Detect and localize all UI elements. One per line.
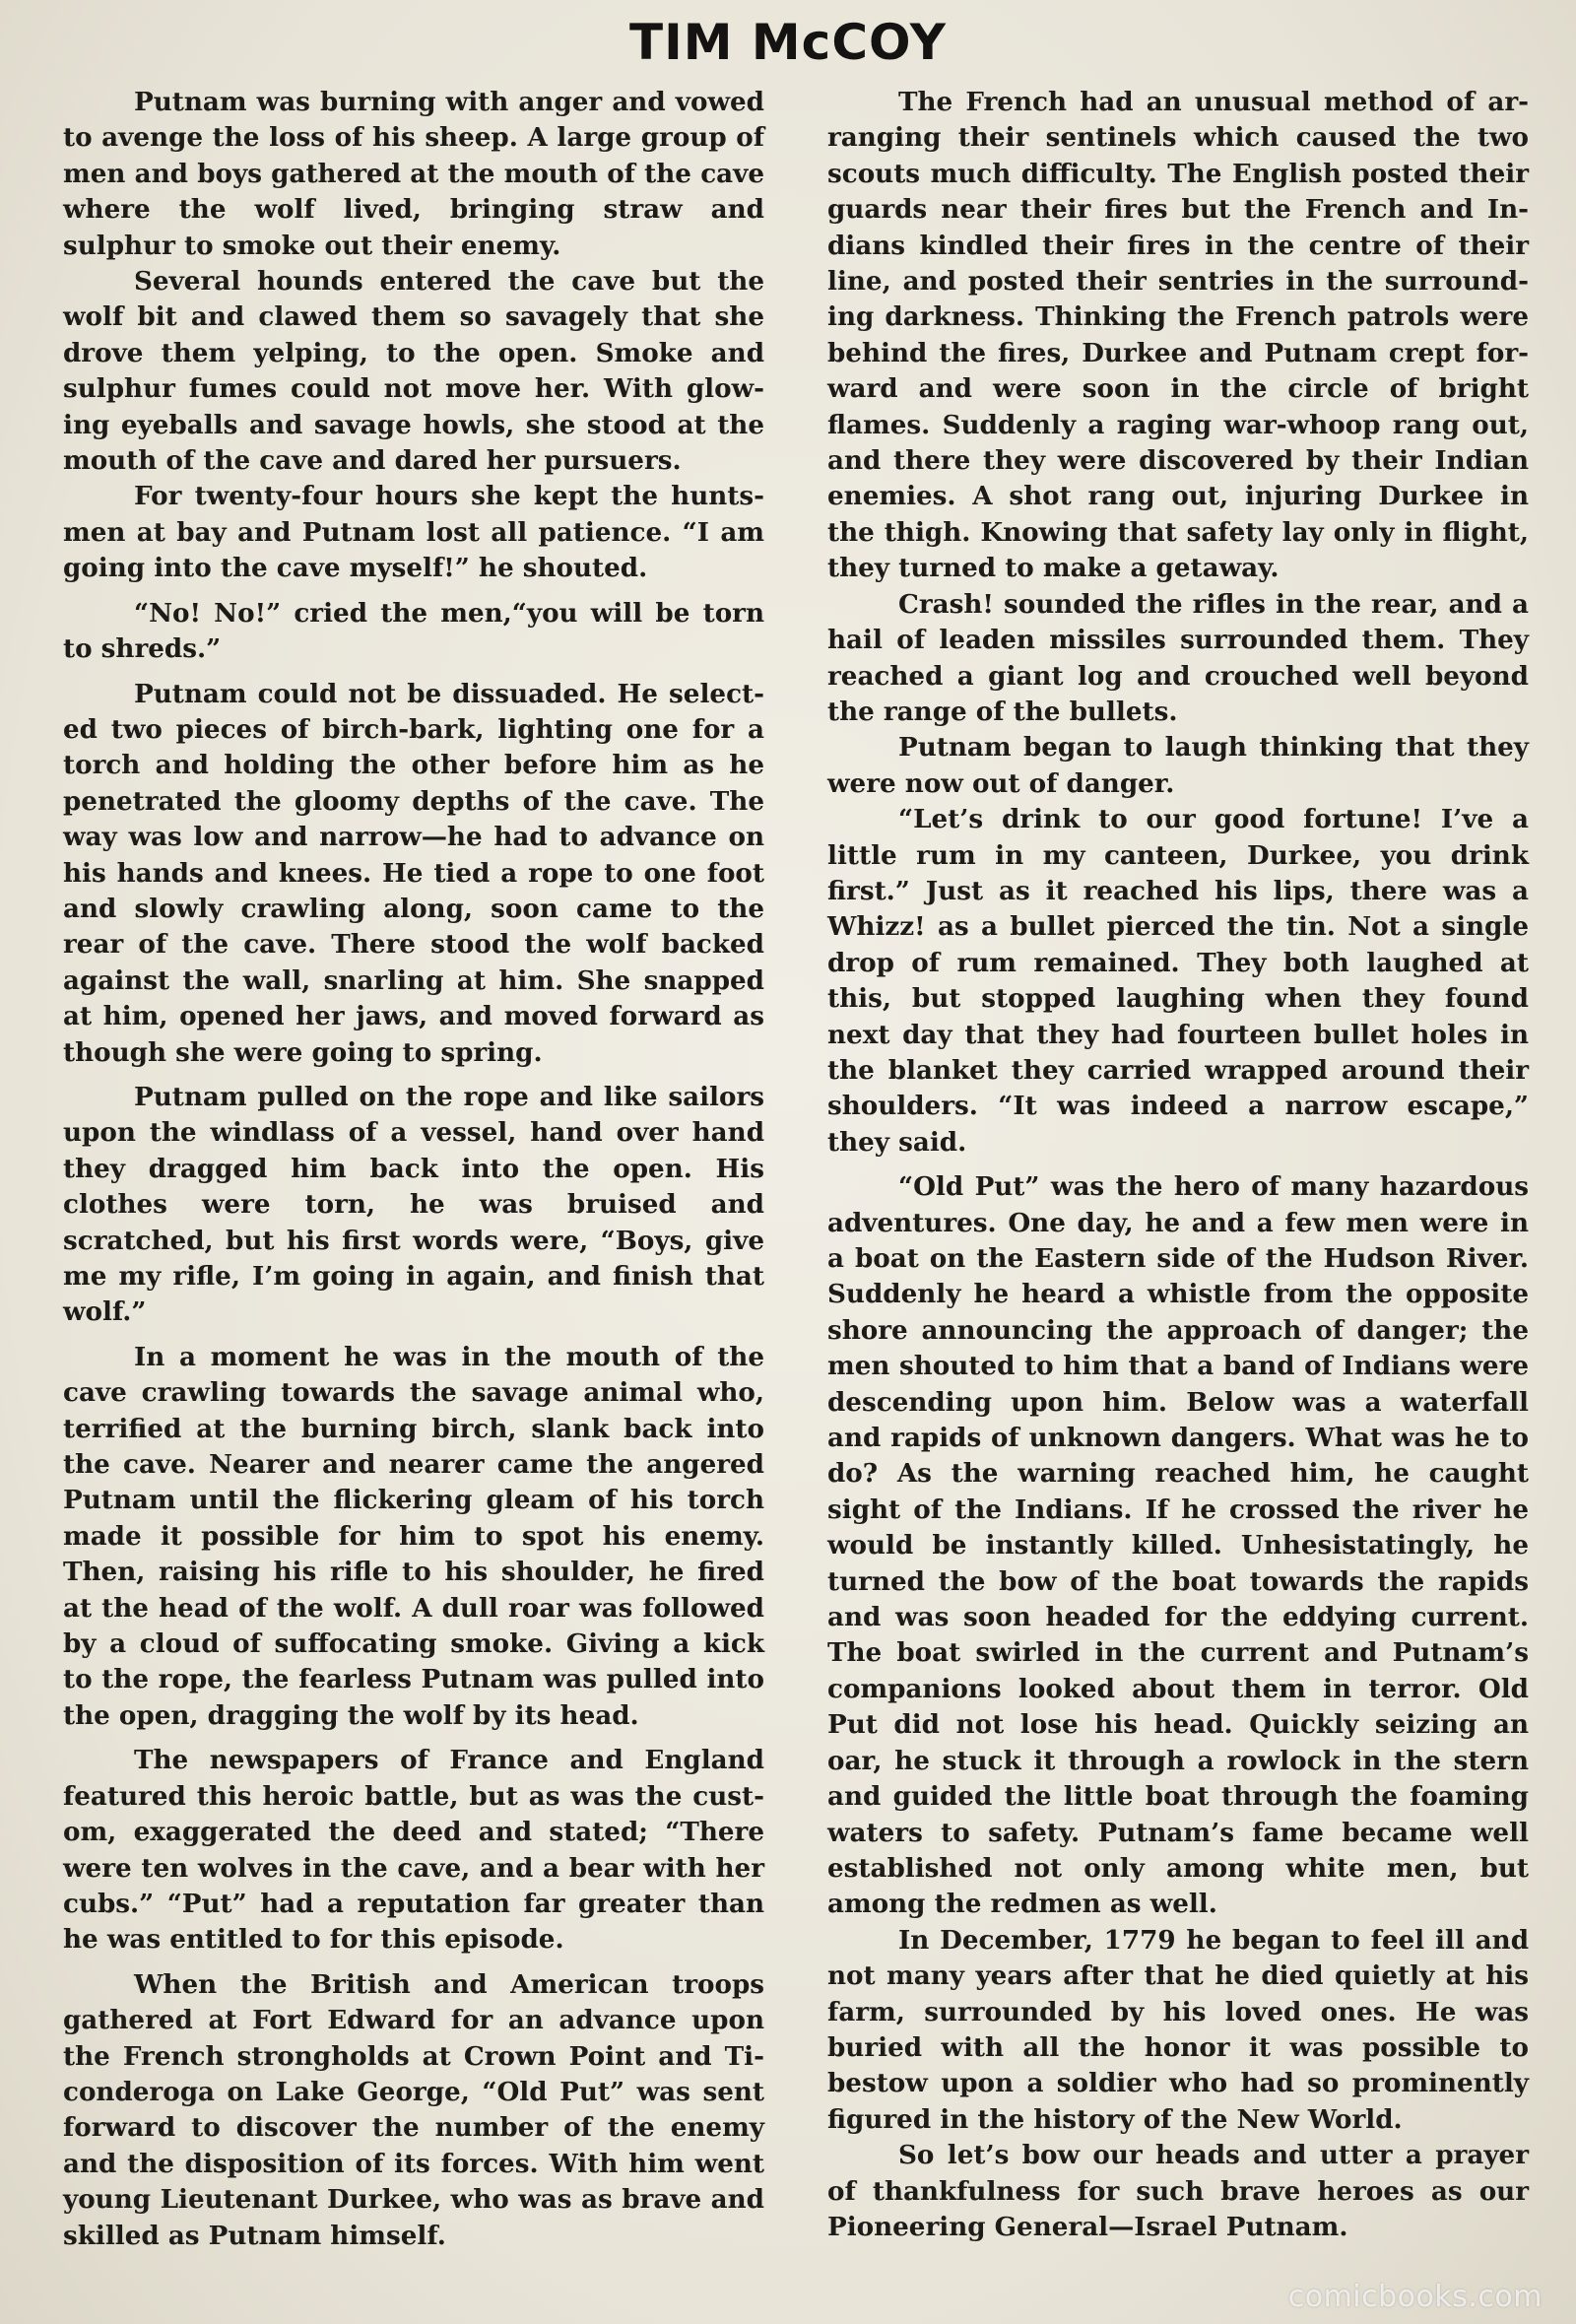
paragraph: Several hounds entered the cave but the wolf bit and clawed them so savagely that she drove them yelping, to the open. Smoke and sulphur fumes could not move her. With glowing eyeballs and savage howls, she stood at the mouth of the cave and dared her pursuers.: [63, 266, 764, 477]
paragraph: Putnam pulled on the rope and like sailors upon the windlass of a vessel, hand over hand they dragged him back into the open. His clothes were torn, he was bruised and scratched, but his first words were, “Boys, give me my rifle, I’m going in again, and finish that wolf.”: [63, 1081, 764, 1328]
right-text-column: [827, 85, 1529, 2245]
page-title: TIM McCOY: [629, 14, 947, 71]
paragraph: “Old Put” was the hero of many hazardous adventures. One day, he and a few men were in a boat on the Eastern side of the Hudson River. Suddenly he heard a whistle from the opposite shore announcing the approach of danger; the men shouted to him that a band of Indians were descending upon him. Below was a waterfall and rapids of unknown dangers. What was he to do? As the warning reached him, he caught sight of the Indians. If he crossed the river he would be instantly killed. Unhesistatingly, he turned the bow of the boat towards the rapids and was soon headed for the eddying current. The boat swirled in the current and Putnam’s companions looked about them in terror. Old Put did not lose his head. Quickly seizing an oar, he stuck it through a rowlock in the stern and guided the little boat through the foaming waters to safety. Putnam’s fame became well established not only among white men, but among the redmen as well.: [827, 1171, 1529, 1920]
paragraph: Putnam could not be dissuaded. He selected two pieces of birch-bark, lighting one for a torch and holding the other before him as he penetrated the gloomy depths of the cave. The way was low and narrow—he had to advance on his hands and knees. He tied a rope to one foot and slowly crawling along, soon came to the rear of the cave. There stood the wolf backed against the wall, snarling at him. She snapped at him, opened her jaws, and moved forward as though she were going to spring.: [63, 678, 764, 1068]
paragraph: “No! No!” cried the men,“you will be torn to shreds.”: [63, 597, 764, 665]
paragraph: Crash! sounded the rifles in the rear, and a hail of leaden missiles surrounded them. They reached a giant log and crouched well beyond the range of the bullets.: [827, 588, 1529, 727]
paragraph: In December, 1779 he began to feel ill and not many years after that he died quietly at his farm, surrounded by his loved ones. He was buried with all the honor it was possible to bestow upon a soldier who had so prominently figured in the history of the New World.: [827, 1924, 1529, 2135]
paragraph: The French had an unusual method of arranging their sentinels which caused the two scouts much difficulty. The English posted their guards near their fires but the French and Indians kindled their fires in the centre of their line, and posted their sentries in the surrounding darkness. Thinking the French patrols were behind the fires, Durkee and Putnam crept forward and were soon in the circle of bright flames. Suddenly a raging war-whoop rang out, and there they were discovered by their Indian enemies. A shot rang out, injuring Durkee in the thigh. Knowing that safety lay only in flight, they turned to make a getaway.: [827, 87, 1529, 584]
paragraph: For twenty-four hours she kept the huntsmen at bay and Putnam lost all patience. “I am going into the cave myself!” he shouted.: [63, 481, 764, 584]
paragraph: “Let’s drink to our good fortune! I’ve a little rum in my canteen, Durkee, you drink first.” Just as it reached his lips, there was a Whizz! as a bullet pierced the tin. Not a single drop of rum remained. They both laughed at this, but stopped laughing when they found next day that they had fourteen bullet holes in the blanket they carried wrapped around their shoulders. “It was indeed a narrow escape,” they said.: [827, 804, 1529, 1158]
paragraph: Putnam was burning with anger and vowed to avenge the loss of his sheep. A large group of men and boys gathered at the mouth of the cave where the wolf lived, bringing straw and sulphur to smoke out their enemy.: [63, 87, 764, 261]
paragraph: The newspapers of France and England featured this heroic battle, but as was the custom, exaggerated the deed and stated; “There were ten wolves in the cave, and a bear with her cubs.” “Put” had a reputation far greater than he was entitled to for this episode.: [63, 1745, 764, 1956]
left-text-column: [63, 85, 764, 2254]
paragraph: So let’s bow our heads and utter a prayer of thankfulness for such brave heroes as our Pioneering General—Israel Putnam.: [827, 2140, 1529, 2242]
watermark: comicbooks.com: [1287, 2280, 1543, 2314]
paragraph: Putnam began to laugh thinking that they were now out of danger.: [827, 732, 1529, 799]
paragraph: In a moment he was in the mouth of the cave crawling towards the savage animal who, terrified at the burning birch, slank back into the cave. Nearer and nearer came the angered Putnam until the flickering gleam of his torch made it possible for him to spot his enemy. Then, raising his rifle to his shoulder, he fired at the head of the wolf. A dull roar was followed by a cloud of suffocating smoke. Giving a kick to the rope, the fearless Putnam was pulled into the open, dragging the wolf by its head.: [63, 1341, 764, 1731]
paragraph: When the British and American troops gathered at Fort Edward for an advance upon the French strongholds at Crown Point and Ticonderoga on Lake George, “Old Put” was sent forward to discover the number of the enemy and the disposition of its forces. With him went young Lieutenant Durkee, who was as brave and skilled as Putnam himself.: [63, 1968, 764, 2251]
